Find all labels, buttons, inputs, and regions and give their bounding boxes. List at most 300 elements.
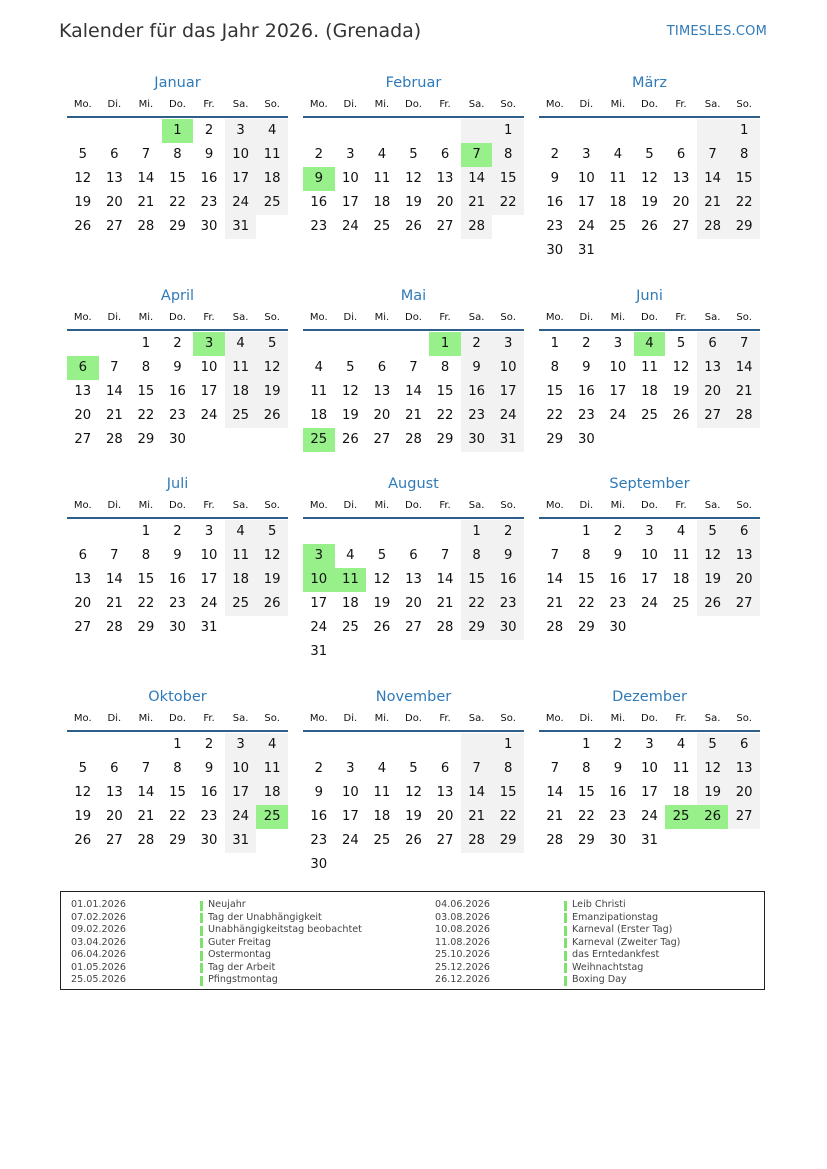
calendar-day: 13 (728, 544, 760, 568)
calendar-day: 25 (225, 404, 257, 428)
weekday-label: Sa. (704, 500, 721, 511)
legend-date: 10.08.2026 (435, 924, 490, 935)
calendar-day: 11 (225, 356, 257, 380)
calendar-day: 7 (697, 143, 729, 167)
calendar-day: 20 (105, 195, 123, 210)
legend-date: 01.05.2026 (71, 961, 126, 973)
calendar-day: 13 (436, 785, 454, 800)
calendar-day: 10 (577, 171, 595, 186)
calendar-day: 3 (582, 147, 591, 162)
calendar-day: 1 (728, 119, 760, 143)
empty-day (99, 733, 131, 757)
calendar-day: 8 (461, 544, 493, 568)
calendar-day: 10 (341, 785, 359, 800)
calendar-day: 23 (200, 195, 218, 210)
calendar-day: 1 (492, 119, 524, 143)
calendar-day: 5 (697, 733, 729, 757)
calendar-day: 26 (256, 404, 288, 428)
calendar-day: 14 (137, 785, 155, 800)
day-grid (67, 332, 288, 452)
calendar-day: 18 (225, 380, 257, 404)
calendar-day: 9 (173, 360, 182, 375)
calendar-day: 5 (78, 761, 87, 776)
calendar-day: 25 (225, 592, 257, 616)
calendar-day: 11 (225, 544, 257, 568)
calendar-day: 30 (310, 857, 328, 872)
calendar-day: 22 (492, 191, 524, 215)
calendar-day: 15 (137, 572, 155, 587)
legend-holiday-name: Karneval (Zweiter Tag) (572, 936, 681, 948)
calendar-day: 18 (225, 568, 257, 592)
calendar-day: 17 (200, 384, 218, 399)
calendar-day: 16 (577, 384, 595, 399)
calendar-day: 8 (141, 548, 151, 563)
calendar-day: 12 (74, 171, 92, 186)
calendar-day: 22 (577, 809, 595, 824)
calendar-day: 19 (256, 380, 288, 404)
holiday-day: 6 (67, 356, 99, 380)
legend-date: 25.10.2026 (435, 949, 490, 960)
holiday-day: 10 (303, 568, 335, 592)
calendar-day: 13 (105, 785, 123, 800)
legend-marker (200, 938, 203, 948)
calendar-day: 25 (373, 219, 391, 234)
calendar-day: 11 (672, 761, 690, 776)
weekday-label: Fr. (439, 312, 451, 323)
legend-holiday-name: Pfingstmontag (208, 974, 278, 985)
calendar-day: 16 (200, 171, 218, 186)
calendar-day: 26 (341, 432, 359, 447)
calendar-day: 13 (105, 171, 123, 186)
calendar-day: 26 (256, 592, 288, 616)
calendar-day: 4 (225, 332, 257, 356)
calendar-day: 21 (105, 408, 123, 423)
empty-day (461, 119, 493, 143)
calendar-day: 22 (169, 809, 186, 824)
calendar-day: 19 (256, 568, 288, 592)
empty-day (335, 733, 367, 757)
calendar-day: 12 (672, 360, 690, 375)
calendar-day: 23 (546, 219, 564, 234)
weekday-label: So. (500, 99, 516, 110)
calendar-day: 28 (137, 833, 155, 848)
empty-day (335, 119, 367, 143)
calendar-day: 3 (225, 119, 257, 143)
calendar-day: 23 (492, 592, 524, 616)
calendar-day: 15 (577, 572, 595, 587)
calendar-day: 27 (728, 592, 760, 616)
calendar-day: 27 (728, 805, 760, 829)
calendar-day: 1 (141, 336, 151, 351)
weekday-label: Di. (343, 312, 358, 323)
calendar-day: 12 (697, 544, 729, 568)
calendar-day: 2 (314, 147, 323, 162)
calendar-day: 6 (697, 332, 729, 356)
weekday-label: Mi. (610, 99, 626, 110)
weekday-label: Fr. (203, 99, 215, 110)
calendar-day: 27 (74, 432, 92, 447)
legend-marker (564, 913, 567, 923)
calendar-day: 28 (137, 219, 155, 234)
legend-holiday-name: Guter Freitag (208, 936, 272, 948)
legend-marker (200, 926, 203, 936)
calendar-day: 7 (461, 757, 493, 781)
calendar-day: 8 (173, 147, 182, 162)
weekday-label: Mi. (374, 99, 390, 110)
calendar-day: 5 (645, 147, 654, 162)
weekday-label: Fr. (439, 713, 451, 724)
calendar-day: 4 (225, 520, 257, 544)
calendar-day: 11 (256, 757, 288, 781)
calendar-day: 23 (577, 408, 595, 423)
holiday-day: 25 (256, 805, 288, 829)
empty-day (571, 119, 603, 143)
calendar-day: 3 (613, 336, 623, 351)
calendar-day: 2 (550, 147, 559, 162)
calendar-day: 27 (105, 833, 123, 848)
calendar-day: 14 (546, 572, 564, 587)
calendar-day: 17 (225, 781, 257, 805)
month-dezember (539, 686, 760, 853)
day-grid (303, 119, 524, 239)
calendar-day: 2 (173, 336, 182, 351)
weekday-label: Mo. (73, 312, 92, 323)
weekday-label: Do. (169, 500, 186, 511)
weekday-label: Fr. (439, 99, 451, 110)
calendar-day: 31 (310, 644, 328, 659)
weekday-label: Mo. (73, 713, 92, 724)
weekday-label: Sa. (232, 713, 249, 724)
calendar-day: 22 (728, 191, 760, 215)
empty-day (429, 520, 461, 544)
weekday-label: Mo. (73, 500, 92, 511)
calendar-day: 31 (492, 428, 524, 452)
calendar-day: 23 (609, 809, 627, 824)
legend-marker (564, 901, 567, 911)
calendar-day: 24 (225, 805, 257, 829)
calendar-day: 19 (74, 809, 92, 824)
calendar-day: 22 (546, 408, 564, 423)
weekday-header (539, 495, 760, 519)
calendar-day: 24 (492, 404, 524, 428)
legend-marker (200, 976, 203, 986)
day-grid (539, 332, 760, 452)
weekday-label: Do. (169, 99, 186, 110)
calendar-day: 7 (728, 332, 760, 356)
calendar-day: 27 (405, 620, 422, 635)
calendar-day: 29 (728, 215, 760, 239)
empty-day (130, 119, 162, 143)
calendar-day: 17 (225, 167, 257, 191)
empty-day (130, 733, 162, 757)
weekday-label: Sa. (468, 500, 485, 511)
calendar-day: 17 (341, 809, 359, 824)
calendar-day: 21 (105, 596, 123, 611)
calendar-day: 14 (461, 167, 493, 191)
legend-date: 09.02.2026 (71, 924, 126, 935)
calendar-day: 26 (74, 219, 92, 234)
holiday-day: 25 (303, 428, 335, 452)
holiday-day: 4 (634, 332, 666, 356)
calendar-day: 30 (200, 219, 218, 234)
calendar-day: 18 (310, 408, 328, 423)
day-grid (303, 733, 524, 877)
calendar-day: 18 (641, 384, 658, 399)
calendar-day: 2 (582, 336, 591, 351)
weekday-label: Mo. (545, 713, 564, 724)
empty-day (335, 332, 367, 356)
calendar-day: 11 (373, 171, 391, 186)
legend-holiday-name: Weihnachtstag (572, 961, 644, 973)
calendar-day: 10 (200, 548, 218, 563)
weekday-label: Fr. (203, 500, 215, 511)
month-name: April (160, 288, 195, 304)
legend-date: 25.05.2026 (71, 974, 126, 985)
empty-day (539, 733, 571, 757)
calendar-day: 12 (74, 785, 92, 800)
weekday-label: Sa. (704, 99, 721, 110)
calendar-day: 3 (346, 761, 355, 776)
month-name: August (388, 476, 439, 492)
calendar-day: 18 (672, 572, 690, 587)
legend-date: 03.08.2026 (435, 911, 490, 923)
calendar-day: 27 (436, 833, 454, 848)
weekday-label: Mi. (138, 500, 154, 511)
weekday-label: So. (500, 500, 516, 511)
weekday-header (67, 307, 288, 331)
calendar-day: 8 (141, 360, 151, 375)
calendar-day: 11 (672, 548, 690, 563)
calendar-day: 3 (204, 524, 214, 539)
weekday-label: Sa. (468, 713, 485, 724)
weekday-label: Fr. (675, 500, 687, 511)
holiday-legend (60, 891, 765, 990)
calendar-day: 10 (641, 761, 658, 776)
calendar-day: 22 (577, 596, 595, 611)
calendar-day: 14 (546, 785, 564, 800)
calendar-day: 23 (169, 408, 186, 423)
calendar-day: 26 (697, 592, 729, 616)
empty-day (697, 119, 729, 143)
weekday-label: Mi. (138, 713, 154, 724)
calendar-day: 22 (436, 408, 454, 423)
calendar-day: 28 (105, 432, 123, 447)
calendar-day: 2 (173, 524, 182, 539)
calendar-day: 9 (550, 171, 559, 186)
calendar-day: 23 (310, 219, 328, 234)
calendar-day: 16 (310, 809, 328, 824)
calendar-day: 20 (436, 809, 454, 824)
calendar-day: 28 (697, 215, 729, 239)
calendar-day: 6 (440, 147, 450, 162)
month-märz (539, 72, 760, 263)
empty-day (67, 332, 99, 356)
weekday-label: So. (264, 312, 280, 323)
month-name: November (375, 689, 452, 705)
calendar-day: 10 (200, 360, 218, 375)
weekday-label: Di. (579, 312, 594, 323)
legend-date: 07.02.2026 (71, 911, 126, 923)
calendar-day: 19 (697, 781, 729, 805)
weekday-label: Fr. (675, 99, 687, 110)
calendar-day: 8 (550, 360, 559, 375)
calendar-day: 2 (492, 520, 524, 544)
calendar-day: 1 (582, 524, 591, 539)
calendar-day: 13 (697, 356, 729, 380)
month-januar (67, 72, 288, 239)
calendar-day: 2 (461, 332, 493, 356)
empty-day (602, 119, 634, 143)
calendar-day: 25 (641, 408, 658, 423)
calendar-day: 10 (341, 171, 359, 186)
calendar-day: 9 (314, 785, 323, 800)
calendar-day: 30 (461, 428, 493, 452)
calendar-day: 19 (74, 195, 92, 210)
calendar-day: 24 (609, 408, 627, 423)
calendar-day: 29 (436, 432, 454, 447)
legend-holiday-name: Neujahr (208, 899, 246, 910)
calendar-day: 18 (341, 596, 359, 611)
calendar-day: 16 (492, 568, 524, 592)
calendar-day: 6 (728, 520, 760, 544)
day-grid (539, 733, 760, 853)
calendar-day: 30 (546, 243, 564, 258)
brand-logo-text[interactable]: TIMESLES.COM (666, 24, 767, 39)
calendar-day: 21 (461, 191, 493, 215)
calendar-day: 15 (728, 167, 760, 191)
calendar-day: 18 (672, 785, 690, 800)
calendar-day: 29 (137, 620, 155, 635)
calendar-day: 4 (377, 761, 387, 776)
calendar-day: 14 (105, 384, 123, 399)
legend-marker (200, 913, 203, 923)
weekday-header (539, 94, 760, 118)
calendar-day: 3 (492, 332, 524, 356)
calendar-day: 23 (310, 833, 328, 848)
weekday-label: Do. (169, 713, 186, 724)
calendar-day: 23 (461, 404, 493, 428)
calendar-day: 14 (728, 356, 760, 380)
holiday-day: 11 (335, 568, 367, 592)
weekday-label: So. (264, 713, 280, 724)
calendar-day: 29 (577, 833, 595, 848)
calendar-day: 21 (461, 805, 493, 829)
calendar-day: 1 (550, 336, 559, 351)
calendar-day: 30 (169, 620, 186, 635)
calendar-day: 4 (256, 733, 288, 757)
weekday-header (303, 94, 524, 118)
calendar-day: 17 (492, 380, 524, 404)
calendar-day: 30 (609, 620, 627, 635)
empty-day (665, 119, 697, 143)
legend-holiday-name: Unabhängigkeitstag beobachtet (208, 924, 362, 935)
calendar-day: 23 (200, 809, 218, 824)
weekday-label: Fr. (439, 500, 451, 511)
weekday-label: Di. (107, 99, 122, 110)
calendar-day: 13 (672, 171, 690, 186)
weekday-label: So. (736, 99, 752, 110)
calendar-day: 13 (373, 384, 391, 399)
calendar-day: 28 (728, 404, 760, 428)
calendar-day: 27 (105, 219, 123, 234)
month-juni (539, 285, 760, 452)
calendar-day: 16 (609, 572, 627, 587)
empty-day (99, 332, 131, 356)
legend-date: 11.08.2026 (435, 936, 490, 948)
calendar-day: 11 (641, 360, 658, 375)
calendar-day: 4 (613, 147, 623, 162)
calendar-day: 20 (672, 195, 690, 210)
weekday-label: Di. (579, 99, 594, 110)
calendar-day: 21 (697, 191, 729, 215)
calendar-day: 13 (436, 171, 454, 186)
calendar-day: 20 (728, 568, 760, 592)
calendar-day: 8 (582, 548, 591, 563)
weekday-label: Mi. (374, 312, 390, 323)
weekday-label: So. (264, 99, 280, 110)
calendar-day: 28 (405, 432, 422, 447)
calendar-day: 20 (436, 195, 454, 210)
month-name: Juni (636, 288, 663, 304)
weekday-label: Mi. (610, 500, 626, 511)
calendar-day: 6 (78, 548, 87, 563)
calendar-day: 4 (676, 524, 686, 539)
calendar-day: 24 (200, 596, 218, 611)
weekday-label: Fr. (203, 312, 215, 323)
calendar-day: 29 (169, 833, 186, 848)
calendar-day: 31 (225, 215, 257, 239)
calendar-day: 27 (74, 620, 92, 635)
calendar-day: 18 (256, 167, 288, 191)
calendar-day: 14 (137, 171, 155, 186)
calendar-day: 15 (169, 785, 186, 800)
weekday-label: Sa. (232, 312, 249, 323)
weekday-label: Sa. (232, 500, 249, 511)
calendar-day: 29 (137, 432, 155, 447)
calendar-day: 1 (582, 737, 591, 752)
calendar-day: 29 (492, 829, 524, 853)
page-title: Kalender für das Jahr 2026. (Grenada) (59, 20, 422, 42)
calendar-day: 30 (492, 616, 524, 640)
calendar-day: 7 (440, 548, 450, 563)
calendar-day: 5 (409, 761, 418, 776)
weekday-label: Mo. (309, 99, 328, 110)
holiday-day: 9 (303, 167, 335, 191)
weekday-label: Do. (641, 500, 658, 511)
calendar-day: 15 (169, 171, 186, 186)
calendar-day: 9 (204, 761, 214, 776)
calendar-day: 5 (256, 332, 288, 356)
calendar-day: 24 (577, 219, 595, 234)
empty-day (303, 119, 335, 143)
weekday-label: Do. (405, 99, 422, 110)
day-grid (539, 119, 760, 263)
legend-holiday-name: Tag der Unabhängigkeit (208, 911, 322, 923)
legend-date: 26.12.2026 (435, 974, 490, 985)
empty-day (366, 520, 398, 544)
calendar-day: 6 (676, 147, 686, 162)
weekday-label: So. (500, 312, 516, 323)
day-grid (67, 119, 288, 239)
calendar-day: 18 (256, 781, 288, 805)
calendar-day: 2 (613, 737, 623, 752)
legend-date: 25.12.2026 (435, 961, 490, 973)
calendar-day: 25 (373, 833, 391, 848)
calendar-day: 8 (728, 143, 760, 167)
calendar-day: 6 (110, 147, 119, 162)
calendar-day: 14 (105, 572, 123, 587)
calendar-day: 19 (641, 195, 658, 210)
